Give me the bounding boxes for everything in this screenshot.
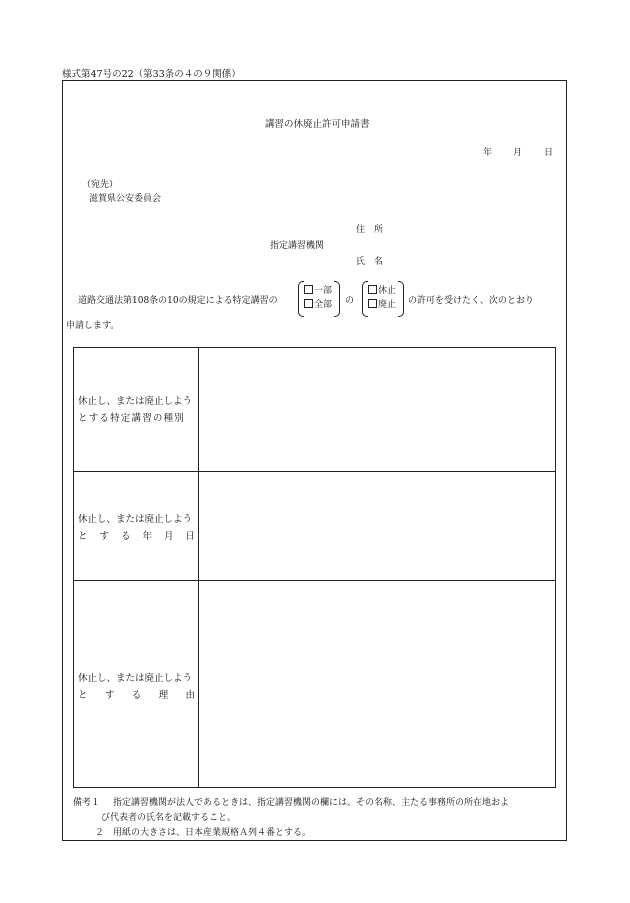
address-label: 住 所 (356, 225, 384, 235)
date-month: 月 (513, 148, 523, 158)
statement-connector: の (345, 296, 355, 306)
row-label-date: 休止し、または廃止しよう と す る 年 月 日 (78, 511, 195, 545)
input-cell-date[interactable] (199, 472, 555, 580)
notes-label: 備考１ (73, 798, 101, 808)
row-label-type: 休止し、または廃止しよう とする特定講習の種別 (78, 396, 193, 424)
checkbox-icon[interactable] (304, 285, 313, 294)
bracket-right (334, 281, 340, 317)
note-2-number: ２ (95, 828, 105, 838)
application-table (73, 347, 556, 788)
row-label-reason-line2: と す る 理 由 (78, 690, 195, 701)
note-1-line1: 指定講習機関が法人であるときは、指定講習機関の欄には、その名称、主たる事務所の所在地およ (113, 798, 510, 808)
option-partial[interactable]: 一部 (304, 285, 332, 297)
checkbox-icon[interactable] (304, 299, 313, 308)
note-2-text: 用紙の大きさは、日本産業規格Ａ列４番とする。 (113, 828, 312, 838)
form-number: 様式第47号の22（第33条の４の９関係） (62, 69, 241, 80)
statement-line2: 申請します。 (66, 321, 120, 331)
statement-prefix: 道路交通法第108条の10の規定による特定講習の (78, 296, 278, 306)
document-title: 講習の休廃止許可申請書 (265, 119, 370, 130)
statement-suffix: の許可を受けたく、次のとおり (408, 296, 534, 306)
scope-options (298, 281, 340, 317)
note-1-line2: び代表者の氏名を記載すること。 (101, 813, 237, 823)
input-cell-type[interactable] (199, 348, 555, 471)
date-day: 日 (544, 148, 554, 158)
bracket-right (398, 281, 404, 317)
org-label: 指定講習機関 (270, 241, 325, 251)
addressee-name: 滋賀県公安委員会 (89, 194, 162, 204)
action-options (362, 281, 404, 317)
date-year: 年 (483, 148, 493, 158)
input-cell-reason[interactable] (199, 581, 555, 787)
row-label-date-line2: と す る 年 月 日 (78, 531, 195, 542)
checkbox-icon[interactable] (368, 299, 377, 308)
option-suspend[interactable]: 休止 (368, 285, 396, 297)
option-abolish[interactable]: 廃止 (368, 299, 396, 311)
option-all[interactable]: 全部 (304, 299, 332, 311)
checkbox-icon[interactable] (368, 285, 377, 294)
row-label-reason: 休止し、または廃止しよう と す る 理 由 (78, 670, 195, 704)
name-label: 氏 名 (356, 257, 384, 267)
addressee-label: （宛先） (82, 180, 119, 190)
